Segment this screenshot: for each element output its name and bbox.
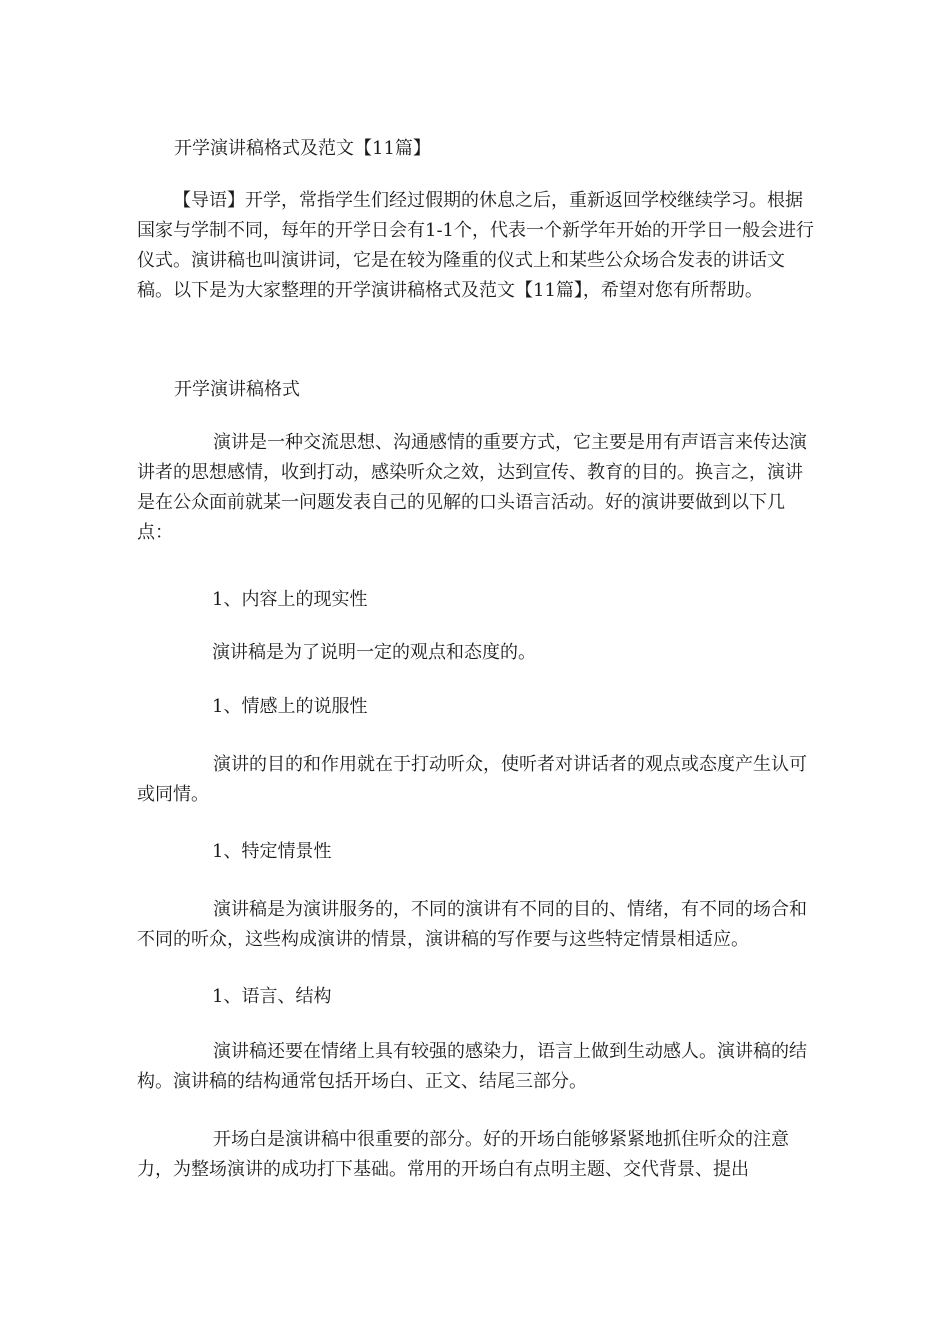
item3-body: 演讲稿是为演讲服务的，不同的演讲有不同的目的、情绪，有不同的场合和不同的听众，这些构成演讲的情景，演讲稿的写作要与这些特定情景相适应。 [137, 899, 807, 950]
item3-title: 1、特定情景性 [212, 841, 332, 862]
document-title: 开学演讲稿格式及范文【11篇】 [174, 138, 431, 159]
item4-title: 1、语言、结构 [212, 986, 332, 1007]
item1-title: 1、内容上的现实性 [212, 589, 368, 610]
section-heading: 开学演讲稿格式 [174, 379, 300, 400]
item1-body: 演讲稿是为了说明一定的观点和态度的。 [212, 642, 536, 663]
opening-paragraph: 开场白是演讲稿中很重要的部分。好的开场白能够紧紧地抓住听众的注意力，为整场演讲的成功打下基础。常用的开场白有点明主题、交代背景、提出 [137, 1129, 789, 1180]
item2-title: 1、情感上的说服性 [212, 696, 368, 717]
intro-paragraph: 【导语】开学，常指学生们经过假期的休息之后，重新返回学校继续学习。根据国家与学制不同，每年的开学日会有1-1个，代表一个新学年开始的开学日一般会进行仪式。演讲稿也叫演讲词，它是在较为隆重的仪式上和某些公众场合发表的讲话文稿。以下是为大家整理的开学演讲稿格式及范文【11篇】，希望对您有所帮助。 [137, 190, 814, 301]
definition-paragraph: 演讲是一种交流思想、沟通感情的重要方式，它主要是用有声语言来传达演讲者的思想感情，收到打动，感染听众之效，达到宣传、教育的目的。换言之，演讲是在公众面前就某一问题发表自己的见解的口头语言活动。好的演讲要做到以下几点： [137, 432, 807, 543]
item2-body: 演讲的目的和作用就在于打动听众，使听者对讲话者的观点或态度产生认可或同情。 [137, 754, 807, 805]
item4-body: 演讲稿还要在情绪上具有较强的感染力，语言上做到生动感人。演讲稿的结构。演讲稿的结构通常包括开场白、正文、结尾三部分。 [137, 1041, 807, 1092]
